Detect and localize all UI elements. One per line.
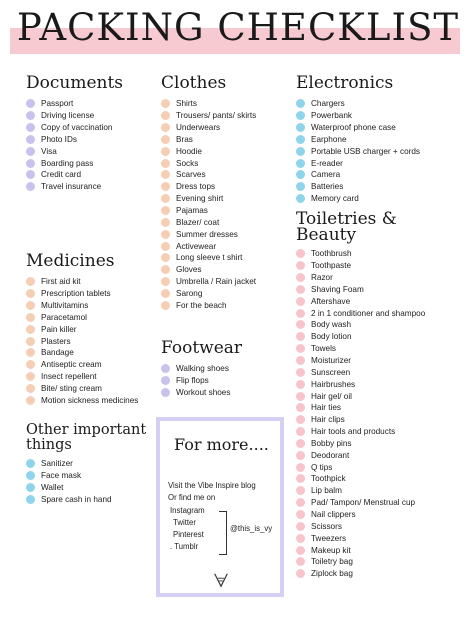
footwear-list [161,363,242,399]
toiletries-heading [296,211,425,243]
checklist-item-label: Pajamas [176,206,208,216]
checklist-item-label: Pad/ Tampon/ Menstrual cup [311,498,416,508]
checkbox-dot-icon [296,123,305,132]
checklist-item [296,134,420,146]
checkbox-dot-icon [296,147,305,156]
checklist-item-label: Driving license [41,111,95,121]
medicines-section [26,251,138,406]
checklist-item [296,284,425,296]
checklist-item [296,390,425,402]
checklist-item-label: First aid kit [41,277,81,287]
social-tumblr[interactable] [170,541,205,553]
checklist-item [296,122,420,134]
checkbox-dot-icon [26,301,35,310]
checklist-item-label: Sarong [176,288,203,298]
checkbox-dot-icon [26,313,35,322]
checklist-item [296,193,420,205]
checklist-item-label: Chargers [311,99,345,109]
checklist-item-label: Face mask [41,471,82,481]
checklist-item [296,343,425,355]
checkbox-dot-icon [161,99,170,108]
checkbox-dot-icon [26,159,35,168]
checkbox-dot-icon [161,301,170,310]
checklist-item [161,157,256,169]
checklist-item [296,319,425,331]
checkbox-dot-icon [296,403,305,412]
other-heading-line1: Other important [26,422,147,438]
clothes-heading: Clothes [161,73,227,93]
checklist-item-label: Bite/ sting cream [41,384,102,394]
checklist-item-label: Credit card [41,170,82,180]
checkbox-dot-icon [26,170,35,179]
checklist-item-label: Bobby pins [311,438,352,448]
checklist-item [296,544,425,556]
checklist-item-label: Motion sickness medicines [41,395,139,405]
checkbox-dot-icon [161,170,170,179]
checklist-item-label: Wallet [41,483,64,493]
checklist-item [296,449,425,461]
checklist-item-label: Waterproof phone case [311,123,396,133]
checkbox-dot-icon [26,325,35,334]
checklist-item-label: Deodorant [311,450,350,460]
checklist-item-label: Dress tops [176,182,216,192]
social-instagram[interactable]: Instagram [170,506,205,515]
footwear-heading: Footwear [161,338,243,358]
checklist-item [26,335,138,347]
checkbox-dot-icon [296,451,305,460]
checklist-item [296,272,425,284]
checkbox-dot-icon [296,249,305,258]
checklist-item [26,169,123,181]
checkbox-dot-icon [296,569,305,578]
checkbox-dot-icon [296,320,305,329]
social-bracket [219,511,227,555]
checklist-item-label: Plasters [41,336,71,346]
checklist-item-label: Sanitizer [41,459,73,469]
checklist-item [161,288,256,300]
checklist-item-label: Spare cash in hand [41,494,112,504]
checklist-item-label: Evening shirt [176,194,224,204]
checklist-item [161,181,256,193]
documents-heading: Documents [26,73,124,93]
toiletries-list [296,248,425,580]
checklist-item-label: Umbrella / Rain jacket [176,277,257,287]
checklist-item-label: Multivitamins [41,301,89,311]
checklist-item-label: Ziplock bag [311,569,353,579]
checklist-item-label: Portable USB charger + cords [311,146,420,156]
checklist-item-label: Photo IDs [41,134,77,144]
footwear-section [161,338,242,399]
checklist-item [161,122,256,134]
checklist-item [296,485,425,497]
checklist-item [296,402,425,414]
checkbox-dot-icon [161,376,170,385]
checklist-item [296,331,425,343]
medicines-list [26,276,138,406]
checkbox-dot-icon [296,344,305,353]
medicines-heading: Medicines [26,251,115,271]
checklist-item [26,276,138,288]
checklist-item-label: Powerbank [311,111,352,121]
checklist-item [296,307,425,319]
checklist-item [296,414,425,426]
checklist-item-label: Razor [311,273,333,283]
checklist-item-label: Toiletry bag [311,557,353,567]
checklist-item [26,394,138,406]
checklist-item-label: Bras [176,134,193,144]
checklist-item-label: Memory card [311,194,359,204]
checklist-item [296,98,420,110]
checklist-item [26,300,138,312]
checklist-item-label: Long sleeve t shirt [176,253,243,263]
checklist-item [161,240,256,252]
checkbox-dot-icon [161,182,170,191]
checklist-item-label: Hoodie [176,146,202,156]
for-more-box [156,417,284,597]
checklist-item [161,264,256,276]
checklist-item-label: Towels [311,344,337,354]
checklist-item [296,556,425,568]
electronics-heading: Electronics [296,73,394,93]
checkbox-dot-icon [161,123,170,132]
toiletries-heading-line2: Beauty [296,225,357,245]
checkbox-dot-icon [296,261,305,270]
checkbox-dot-icon [296,332,305,341]
checklist-item-label: Nail clippers [311,509,356,519]
checkbox-dot-icon [296,285,305,294]
checklist-item-label: Paracetamol [41,312,87,322]
checklist-item-label: Scarves [176,170,206,180]
checklist-item-label: Antiseptic cream [41,360,102,370]
clothes-section [161,73,256,311]
checklist-item [161,363,242,375]
checklist-item [296,145,420,157]
checkbox-dot-icon [161,242,170,251]
checklist-item [26,359,138,371]
electronics-section [296,73,420,205]
checklist-item [26,323,138,335]
checkbox-dot-icon [296,135,305,144]
checklist-item-label: Makeup kit [311,545,351,555]
checklist-item-label: Toothbrush [311,249,352,259]
checkbox-dot-icon [26,111,35,120]
other-section [26,423,146,505]
checklist-item-label: Blazer/ coat [176,217,220,227]
vibe-inspire-logo-icon [212,571,230,589]
social-handle[interactable]: @this_is_vy [230,524,273,533]
checkbox-dot-icon [296,474,305,483]
checklist-item [26,458,146,470]
checkbox-dot-icon [296,415,305,424]
checklist-item-label: Activewear [176,241,217,251]
checklist-item [296,295,425,307]
checklist-item [26,98,123,110]
checkbox-dot-icon [296,368,305,377]
checklist-item-label: Walking shoes [176,364,229,374]
checklist-item-label: Earphone [311,134,347,144]
checkbox-dot-icon [161,135,170,144]
checkbox-dot-icon [296,486,305,495]
checklist-item-label: Shaving Foam [311,284,364,294]
checklist-item-label: Prescription tablets [41,289,111,299]
checklist-item [296,532,425,544]
checkbox-dot-icon [161,265,170,274]
checklist-item-label: Moisturizer [311,356,352,366]
checkbox-dot-icon [296,463,305,472]
checkbox-dot-icon [296,392,305,401]
find-me-line: Or find me on [168,493,216,502]
checkbox-dot-icon [296,380,305,389]
checklist-item [296,248,425,260]
checklist-item [296,378,425,390]
checklist-item-label: E-reader [311,158,343,168]
checklist-item-label: 2 in 1 conditioner and shampoo [311,308,426,318]
checklist-item [26,494,146,506]
checklist-item-label: Workout shoes [176,388,231,398]
checklist-item [26,371,138,383]
checklist-item [161,169,256,181]
checklist-item [161,193,256,205]
checkbox-dot-icon [26,396,35,405]
checklist-item [296,110,420,122]
checkbox-dot-icon [161,159,170,168]
checklist-item-label: Shirts [176,99,197,109]
checklist-item-label: Hair ties [311,403,342,413]
checklist-item [161,134,256,146]
documents-list [26,98,123,193]
checkbox-dot-icon [26,147,35,156]
checklist-item-label: Body wash [311,320,352,330]
checklist-item [26,383,138,395]
checklist-item [296,509,425,521]
checkbox-dot-icon [26,360,35,369]
clothes-list [161,98,256,311]
checklist-item [296,568,425,580]
checklist-item [26,134,123,146]
checklist-item-label: For the beach [176,300,227,310]
checkbox-dot-icon [161,364,170,373]
checkbox-dot-icon [296,356,305,365]
checkbox-dot-icon [161,206,170,215]
checkbox-dot-icon [26,384,35,393]
checklist-item [296,473,425,485]
checkbox-dot-icon [161,111,170,120]
checkbox-dot-icon [161,230,170,239]
checklist-item [161,205,256,217]
checkbox-dot-icon [161,218,170,227]
checkbox-dot-icon [296,194,305,203]
checkbox-dot-icon [26,483,35,492]
checklist-item [296,366,425,378]
checklist-item-label: Copy of vaccination [41,123,113,133]
checklist-item [161,98,256,110]
checklist-item [161,145,256,157]
checklist-item [161,387,242,399]
social-tumblr-label: Tumblr [174,542,199,551]
checkbox-dot-icon [296,99,305,108]
checkbox-dot-icon [26,277,35,286]
checkbox-dot-icon [161,277,170,286]
blog-line[interactable]: Visit the Vibe Inspire blog [168,481,256,490]
checklist-item-label: Camera [311,170,341,180]
checklist-item [26,122,123,134]
checklist-item [161,276,256,288]
checklist-item [26,157,123,169]
checkbox-dot-icon [296,111,305,120]
checkbox-dot-icon [161,147,170,156]
checklist-item-label: Hair tools and products [311,427,396,437]
checkbox-dot-icon [26,289,35,298]
checkbox-dot-icon [26,182,35,191]
checkbox-dot-icon [161,289,170,298]
checklist-item [161,299,256,311]
checkbox-dot-icon [26,495,35,504]
documents-section [26,73,123,193]
checklist-item [296,260,425,272]
checkbox-dot-icon [26,372,35,381]
social-list [170,505,205,553]
checkbox-dot-icon [296,439,305,448]
checklist-item [296,157,420,169]
checklist-item-label: Pain killer [41,324,77,334]
checklist-item-label: Visa [41,146,57,156]
checklist-item-label: Insect repellent [41,372,97,382]
checklist-item [296,520,425,532]
checklist-item [296,461,425,473]
checkbox-dot-icon [26,99,35,108]
checklist-item-label: Q tips [311,462,333,472]
checklist-item [296,181,420,193]
checkbox-dot-icon [296,534,305,543]
checkbox-dot-icon [296,309,305,318]
checklist-item [296,438,425,450]
checklist-item-label: Summer dresses [176,229,238,239]
checklist-item [296,497,425,509]
checkbox-dot-icon [161,194,170,203]
checklist-item [26,347,138,359]
checklist-item [26,288,138,300]
checklist-item-label: Passport [41,99,74,109]
checkbox-dot-icon [296,159,305,168]
checkbox-dot-icon [296,522,305,531]
checklist-item [161,228,256,240]
checklist-item-label: Trousers/ pants/ skirts [176,111,257,121]
checklist-item-label: Toothpaste [311,261,352,271]
checklist-item-label: Underwears [176,123,221,133]
checkbox-dot-icon [26,135,35,144]
tumblr-bullet: . [170,542,175,551]
checklist-item-label: Tweezers [311,533,347,543]
checkbox-dot-icon [161,253,170,262]
checkbox-dot-icon [26,337,35,346]
checklist-item [296,355,425,367]
checkbox-dot-icon [26,471,35,480]
social-twitter[interactable]: Twitter [173,518,196,527]
checklist-item-label: Hair gel/ oil [311,391,352,401]
checklist-item-label: Sunscreen [311,367,351,377]
checklist-item-label: Body lotion [311,332,352,342]
checklist-item-label: Toothpick [311,474,346,484]
checkbox-dot-icon [296,273,305,282]
checkbox-dot-icon [161,388,170,397]
for-more-title: For more.... [174,435,269,454]
checkbox-dot-icon [296,297,305,306]
checklist-item [161,252,256,264]
checkbox-dot-icon [296,510,305,519]
checklist-item-label: Socks [176,158,199,168]
checklist-item-label: Aftershave [311,296,351,306]
checklist-item-label: Hairbrushes [311,379,356,389]
toiletries-heading-line1: Toiletries & [296,209,397,229]
checklist-item-label: Gloves [176,265,202,275]
other-heading [26,423,146,453]
social-pinterest[interactable]: Pinterest [173,530,204,539]
checklist-item-label: Scissors [311,521,342,531]
checklist-item [296,426,425,438]
checklist-item [26,110,123,122]
checkbox-dot-icon [296,557,305,566]
toiletries-section [296,211,425,580]
checkbox-dot-icon [26,348,35,357]
checkbox-dot-icon [296,498,305,507]
checkbox-dot-icon [296,170,305,179]
other-list [26,458,146,505]
checklist-item-label: Flip flops [176,376,209,386]
checklist-item-label: Bandage [41,348,74,358]
checklist-item [26,181,123,193]
checklist-item [161,375,242,387]
other-heading-line2: things [26,437,72,453]
checklist-item-label: Batteries [311,182,344,192]
checklist-item [26,312,138,324]
checklist-item [26,482,146,494]
checklist-item [26,145,123,157]
checkbox-dot-icon [26,459,35,468]
checklist-item [26,470,146,482]
checklist-item-label: Boarding pass [41,158,94,168]
electronics-list [296,98,420,205]
checklist-item [161,110,256,122]
checklist-item-label: Lip balm [311,486,342,496]
checklist-item-label: Hair clips [311,415,345,425]
page-title: PACKING CHECKLIST [16,6,460,49]
checklist-item-label: Travel insurance [41,182,102,192]
checkbox-dot-icon [296,427,305,436]
checkbox-dot-icon [296,546,305,555]
checkbox-dot-icon [296,182,305,191]
checkbox-dot-icon [26,123,35,132]
checklist-item [296,169,420,181]
checklist-item [161,216,256,228]
